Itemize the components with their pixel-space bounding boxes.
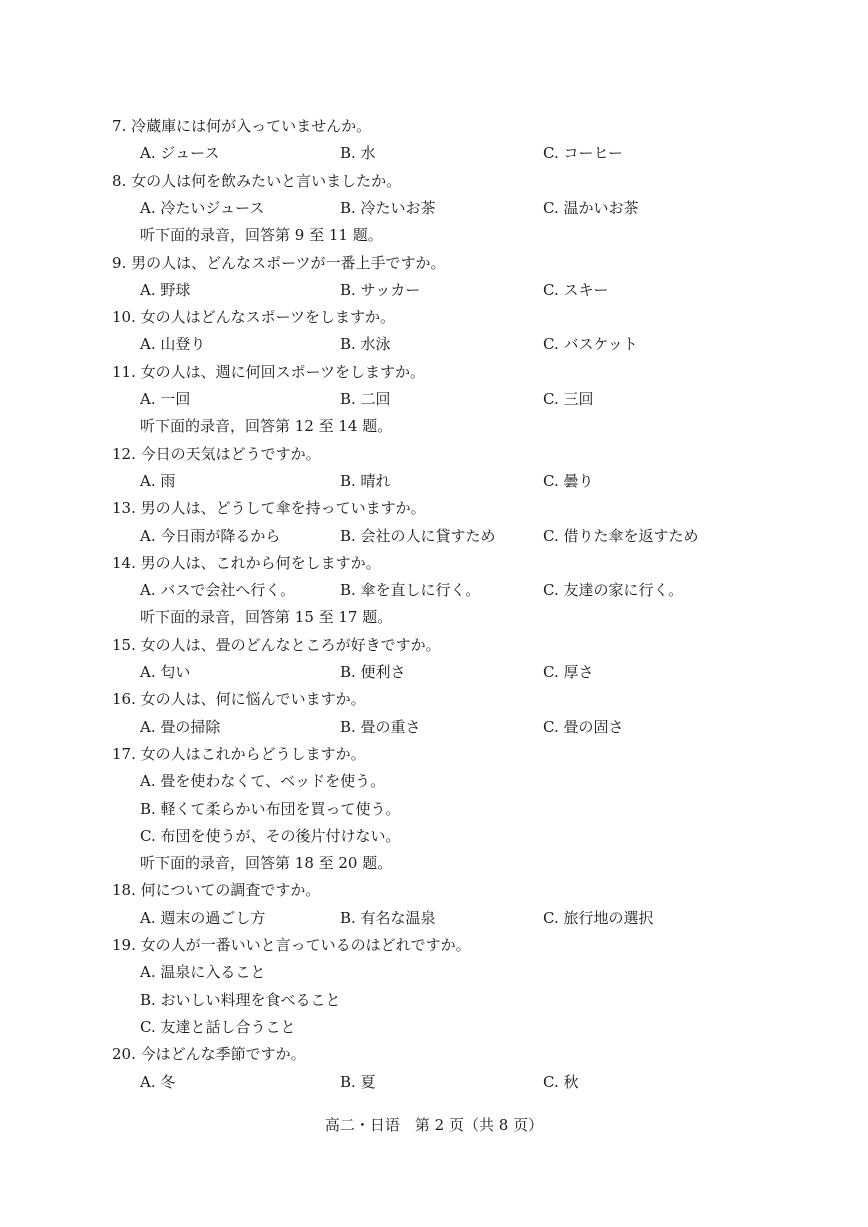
option-b: B. 水 [340,144,376,163]
options-row [0,523,868,550]
option-b: B. 畳の重さ [340,717,421,736]
options-row [0,195,868,222]
instruction-row [0,850,868,877]
question-text: 12. 今日の天気はどうですか。 [112,444,321,463]
option-line [0,823,868,850]
question-text: 18. 何についての調査ですか。 [112,881,321,900]
instruction-row [0,604,868,631]
option-line [0,768,868,795]
option-a: A. 山登り [140,335,206,354]
option-a: A. 週末の過ごし方 [140,908,266,927]
options-row [0,1069,868,1096]
question-row [0,741,868,768]
question-row [0,932,868,959]
question-text: 17. 女の人はこれからどうしますか。 [112,744,366,763]
option-text: C. 友達と話し合うこと [140,1017,296,1036]
question-row [0,359,868,386]
options-row [0,905,868,932]
question-text: 15. 女の人は、畳のどんなところが好きですか。 [112,635,441,654]
question-text: 8. 女の人は何を飲みたいと言いましたか。 [112,171,402,190]
option-b: B. 二回 [340,390,391,408]
option-a: A. 野球 [140,280,191,299]
question-text: 19. 女の人が一番いいと言っているのはどれですか。 [112,936,471,954]
question-row [0,250,868,277]
question-text: 9. 男の人は、どんなスポーツが一番上手ですか。 [112,253,446,272]
question-row [0,304,868,331]
option-a: A. 匂い [140,663,191,681]
option-line [0,987,868,1014]
option-a: A. 今日雨が降るから [140,526,281,545]
option-c: C. 畳の固さ [543,717,624,736]
option-a: A. 雨 [140,471,176,490]
option-a: A. 一回 [140,390,191,408]
question-row [0,441,868,468]
option-b: B. 傘を直しに行く。 [340,581,481,600]
option-b: B. 有名な温泉 [340,908,436,927]
option-text: B. おいしい料理を食べること [140,990,341,1009]
option-a: A. 冷たいジュース [140,198,265,217]
options-row [0,277,868,304]
option-a: A. ジュース [140,144,220,163]
instruction-row [0,413,868,440]
options-row [0,468,868,495]
question-text: 14. 男の人は、これから何をしますか。 [112,553,381,572]
question-row [0,168,868,195]
listening-instruction: 听下面的录音，回答第 18 至 20 题。 [140,854,393,873]
question-row [0,550,868,577]
listening-instruction: 听下面的录音，回答第 15 至 17 题。 [140,608,393,627]
question-row [0,632,868,659]
option-c: C. 借りた傘を返すため [543,526,699,545]
option-b: B. 晴れ [340,471,391,490]
option-c: C. バスケット [543,335,638,354]
option-c: C. 三回 [543,390,594,408]
option-a: A. 畳の掃除 [140,717,221,736]
option-line [0,1014,868,1041]
question-row [0,1041,868,1068]
option-c: C. 秋 [543,1072,579,1091]
option-c: C. 曇り [543,471,594,490]
question-text: 10. 女の人はどんなスポーツをしますか。 [112,308,396,327]
option-a: A. 冬 [140,1072,176,1091]
option-b: B. 冷たいお茶 [340,198,436,217]
question-text: 11. 女の人は、週に何回スポーツをしますか。 [112,362,426,381]
option-text: C. 布団を使うが、その後片付けない。 [140,826,401,845]
question-row [0,495,868,522]
question-text: 7. 冷蔵庫には何が入っていませんか。 [112,117,372,135]
option-line [0,796,868,823]
option-c: C. コーヒー [543,144,623,163]
options-row [0,386,868,413]
option-b: B. 会社の人に貸すため [340,526,496,545]
option-b: B. 水泳 [340,335,391,354]
option-c: C. 友達の家に行く。 [543,581,684,600]
option-b: B. サッカー [340,280,421,299]
instruction-row [0,222,868,249]
listening-instruction: 听下面的录音，回答第 9 至 11 题。 [140,226,383,245]
option-line [0,959,868,986]
question-row [0,113,868,140]
option-b: B. 便利さ [340,663,406,681]
option-text: A. 畳を使わなくて、ベッドを使う。 [140,772,386,791]
option-c: C. 温かいお茶 [543,198,639,217]
option-c: C. 旅行地の選択 [543,908,654,927]
question-text: 20. 今はどんな季節ですか。 [112,1045,306,1064]
options-row [0,331,868,358]
question-row [0,686,868,713]
option-c: C. 厚さ [543,663,594,681]
options-row [0,140,868,167]
listening-instruction: 听下面的录音，回答第 12 至 14 题。 [140,417,393,436]
options-row [0,577,868,604]
options-row [0,659,868,686]
option-c: C. スキー [543,280,609,299]
page-footer: 高二・日语 第 2 页（共 8 页） [324,1116,544,1134]
options-row [0,714,868,741]
option-text: A. 温泉に入ること [140,963,266,982]
question-text: 13. 男の人は、どうして傘を持っていますか。 [112,499,426,518]
option-a: A. バスで会社へ行く。 [140,581,296,600]
option-text: B. 軽くて柔らかい布団を買って使う。 [140,799,401,818]
option-b: B. 夏 [340,1072,376,1091]
question-row [0,877,868,904]
question-text: 16. 女の人は、何に悩んでいますか。 [112,690,366,709]
